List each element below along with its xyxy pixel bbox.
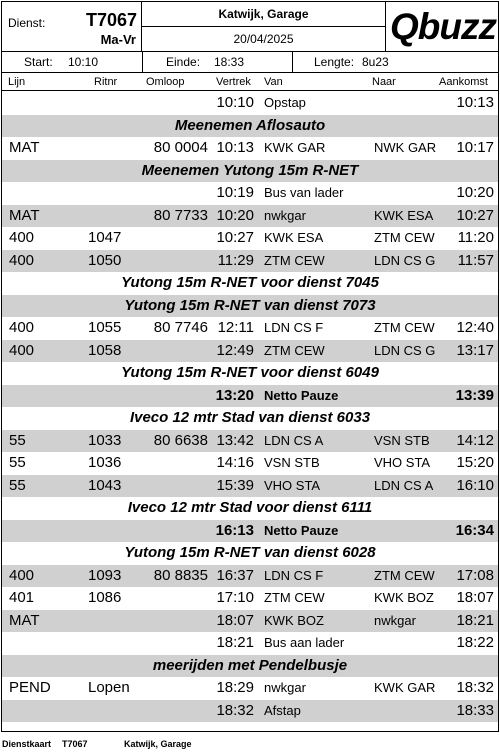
trip-row: [2, 610, 498, 633]
cell-lijn: 400: [9, 319, 35, 336]
section-heading: Yutong 15m R-NET voor dienst 7045: [121, 274, 379, 291]
cell-vertrek: 12:49: [216, 341, 254, 359]
cell-vertrek: 10:27: [216, 229, 254, 246]
cell-van: LDN CS F: [264, 320, 324, 335]
cell-vertrek: 10:10: [216, 94, 254, 111]
duty-rows: [2, 92, 498, 722]
dienst-box: [2, 2, 142, 52]
cell-ritnr: 1055: [88, 319, 122, 336]
trip-row: [2, 250, 498, 273]
cell-vertrek: 18:29: [216, 679, 254, 696]
trip-row: [2, 340, 498, 363]
cell-van: KWK ESA: [264, 230, 324, 245]
cell-lijn: 400: [9, 341, 35, 359]
einde-label: Einde:: [166, 55, 201, 69]
col-naar: Naar: [372, 76, 396, 88]
footer-label: Dienstkaart: [2, 739, 52, 749]
trip-row: [2, 317, 498, 340]
column-header: [2, 73, 498, 91]
section-heading: meerijden met Pendelbusje: [2, 655, 498, 678]
trip-row: [2, 182, 498, 205]
col-vertrek: Vertrek: [216, 76, 251, 88]
cell-naar: LDN CS G: [374, 252, 436, 268]
cell-aankomst: 13:39: [455, 386, 494, 404]
times-divider: [142, 52, 143, 73]
cell-naar: ZTM CEW: [374, 320, 435, 335]
cell-naar: KWK ESA: [374, 207, 434, 223]
cell-van: ZTM CEW: [264, 590, 325, 605]
cell-omloop: 80 0004: [153, 139, 208, 156]
dienst-number: T7067: [85, 10, 137, 30]
dienst-label: Dienst:: [8, 16, 46, 30]
cell-omloop: 80 7733: [153, 206, 208, 224]
cell-naar: LDN CS A: [374, 477, 434, 493]
cell-van: KWK GAR: [264, 140, 326, 155]
cell-ritnr: 1033: [88, 431, 122, 449]
cell-naar: KWK GAR: [374, 680, 436, 695]
trip-row: [2, 632, 498, 655]
cell-aankomst: 17:08: [456, 566, 494, 584]
trip-row: [2, 430, 498, 453]
cell-van: KWK BOZ: [264, 612, 324, 628]
section-heading: Iveco 12 mtr Stad voor dienst 6111: [127, 499, 373, 516]
cell-vertrek: 13:42: [216, 431, 254, 449]
cell-van: Bus aan lader: [264, 635, 345, 650]
cell-vertrek: 17:10: [216, 589, 254, 606]
cell-van: ZTM CEW: [264, 342, 325, 358]
col-van: Van: [264, 76, 283, 88]
start-label: Start:: [24, 55, 53, 69]
times-divider: [292, 52, 293, 73]
cell-omloop: 80 8835: [153, 566, 208, 584]
cell-aankomst: 15:20: [456, 454, 494, 471]
cell-lijn: 400: [9, 251, 35, 269]
cell-vertrek: 10:20: [216, 206, 254, 224]
lengte-label: Lengte:: [314, 55, 355, 69]
cell-van: LDN CS A: [264, 432, 324, 448]
cell-van: Netto Pauze: [264, 387, 339, 403]
trip-row: [2, 700, 498, 723]
cell-aankomst: 10:13: [456, 94, 494, 111]
start-value: 10:10: [68, 55, 99, 69]
card-header: [2, 2, 498, 52]
duty-card: [1, 1, 499, 732]
trip-row: [2, 677, 498, 700]
cell-vertrek: 14:16: [216, 454, 254, 471]
cell-lijn: MAT: [9, 611, 40, 629]
section-heading: Yutong 15m R-NET van dienst 6028: [124, 544, 376, 561]
footer-location: Katwijk, Garage: [124, 739, 192, 749]
cell-ritnr: 1093: [88, 566, 122, 584]
location-date-box: [142, 2, 386, 52]
cell-lijn: 400: [9, 566, 35, 584]
cell-ritnr: 1036: [88, 454, 122, 471]
cell-naar: LDN CS G: [374, 342, 436, 358]
cell-omloop: 80 7746: [153, 319, 208, 336]
trip-row: [2, 92, 498, 115]
logo-text: Qbuzz: [390, 6, 496, 47]
cell-ritnr: 1043: [88, 476, 122, 494]
trip-row: [2, 587, 498, 610]
cell-aankomst: 11:57: [457, 251, 494, 269]
cell-van: nwkgar: [264, 680, 306, 695]
cell-aankomst: 16:10: [456, 476, 494, 494]
cell-van: VHO STA: [264, 477, 321, 493]
cell-van: Bus van lader: [264, 185, 344, 200]
cell-vertrek: 18:32: [216, 701, 254, 719]
pause-row: [2, 520, 498, 543]
section-heading: Meenemen Aflosauto: [2, 115, 498, 138]
cell-lijn: 401: [9, 589, 35, 606]
col-lijn: Lijn: [8, 76, 26, 88]
section-heading: Meenemen Yutong 15m R-NET: [2, 160, 498, 183]
cell-van: Opstap: [264, 95, 306, 110]
cell-naar: ZTM CEW: [374, 567, 435, 583]
cell-lijn: PEND: [9, 679, 51, 696]
section-heading: Yutong 15m R-NET voor dienst 6049: [121, 364, 379, 381]
cell-lijn: 55: [9, 476, 26, 494]
trip-row: [2, 137, 498, 160]
cell-aankomst: 12:40: [456, 319, 494, 336]
qbuzz-logo: [386, 2, 498, 52]
cell-van: Netto Pauze: [264, 522, 339, 538]
cell-vertrek: 18:07: [216, 611, 254, 629]
cell-van: ZTM CEW: [264, 252, 325, 268]
trip-row: [2, 475, 498, 498]
cell-aankomst: 10:20: [456, 184, 494, 201]
cell-aankomst: 11:20: [457, 229, 494, 246]
cell-ritnr: 1058: [88, 341, 122, 359]
cell-van: Afstap: [264, 702, 301, 718]
cell-vertrek: 11:29: [217, 251, 254, 269]
cell-aankomst: 16:34: [455, 521, 494, 539]
cell-naar: NWK GAR: [374, 140, 437, 155]
cell-van: VSN STB: [264, 455, 320, 470]
trip-row: [2, 205, 498, 228]
cell-lijn: MAT: [9, 139, 40, 156]
times-row: [2, 52, 498, 73]
cell-van: nwkgar: [264, 207, 306, 223]
cell-ritnr: 1050: [88, 251, 122, 269]
section-heading: Iveco 12 mtr Stad van dienst 6033: [129, 409, 371, 426]
cell-aankomst: 18:07: [456, 589, 494, 606]
cell-naar: ZTM CEW: [374, 230, 435, 245]
cell-vertrek: 16:13: [215, 521, 254, 539]
cell-omloop: 80 6638: [153, 431, 208, 449]
cell-aankomst: 18:22: [456, 634, 494, 651]
cell-lijn: 55: [9, 431, 26, 449]
cell-lijn: MAT: [9, 206, 40, 224]
cell-ritnr: Lopen: [88, 679, 130, 696]
col-aankomst: Aankomst: [439, 76, 488, 88]
cell-naar: KWK BOZ: [374, 590, 434, 605]
trip-row: [2, 227, 498, 250]
trip-row: [2, 565, 498, 588]
cell-aankomst: 14:12: [456, 431, 494, 449]
cell-van: LDN CS F: [264, 567, 324, 583]
cell-aankomst: 18:21: [456, 611, 494, 629]
footer-dienst: T7067: [62, 739, 88, 749]
cell-aankomst: 18:33: [456, 701, 494, 719]
section-heading: Yutong 15m R-NET van dienst 7073: [2, 295, 498, 318]
cell-ritnr: 1086: [88, 589, 122, 606]
location: Katwijk, Garage: [142, 2, 385, 27]
cell-vertrek: 15:39: [216, 476, 254, 494]
cell-naar: VSN STB: [374, 432, 430, 448]
cell-lijn: 55: [9, 454, 26, 471]
cell-aankomst: 13:17: [456, 341, 494, 359]
cell-naar: nwkgar: [374, 612, 416, 628]
cell-vertrek: 16:37: [216, 566, 254, 584]
lengte-value: 8u23: [362, 55, 389, 69]
cell-vertrek: 10:19: [216, 184, 254, 201]
dienst-days: Ma-Vr: [100, 32, 136, 47]
date: 20/04/2025: [233, 32, 294, 46]
cell-aankomst: 10:17: [456, 139, 494, 156]
pause-row: [2, 385, 498, 408]
col-ritnr: Ritnr: [94, 76, 118, 88]
cell-vertrek: 10:13: [216, 139, 254, 156]
cell-naar: VHO STA: [374, 455, 431, 470]
cell-aankomst: 18:32: [456, 679, 494, 696]
cell-ritnr: 1047: [88, 229, 122, 246]
einde-value: 18:33: [214, 55, 245, 69]
cell-vertrek: 13:20: [215, 386, 254, 404]
trip-row: [2, 452, 498, 475]
cell-lijn: 400: [9, 229, 35, 246]
cell-aankomst: 10:27: [456, 206, 494, 224]
col-omloop: Omloop: [146, 76, 185, 88]
cell-vertrek: 18:21: [216, 634, 254, 651]
cell-vertrek: 12:11: [217, 319, 254, 336]
